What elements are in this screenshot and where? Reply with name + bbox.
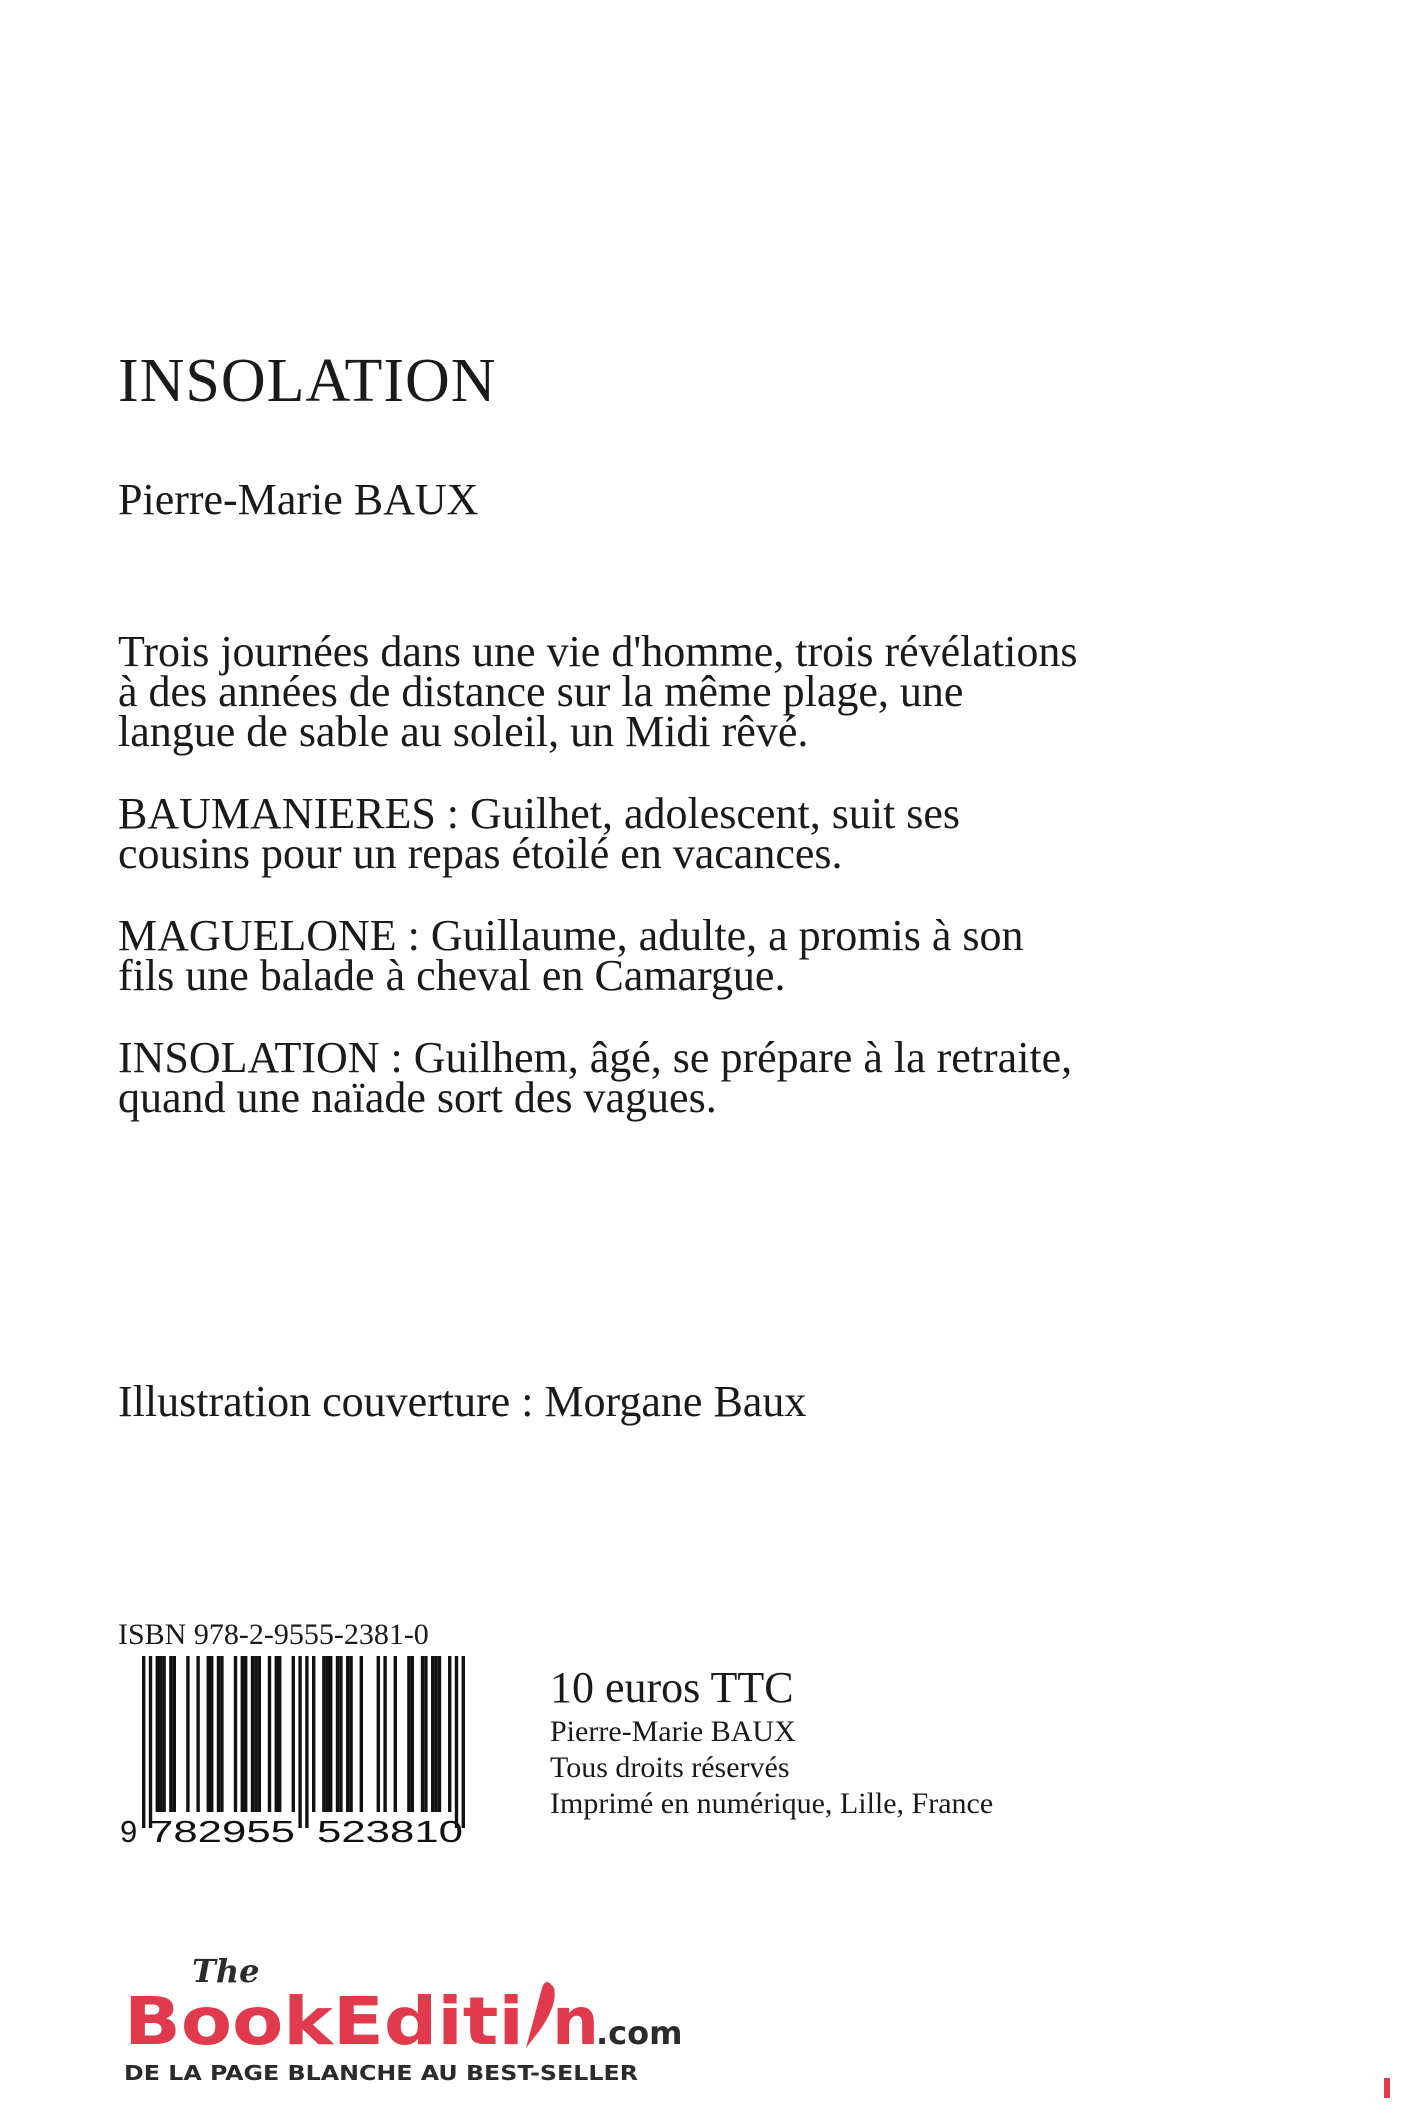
barcode-bar	[336, 1656, 339, 1812]
logo-n: n	[552, 1983, 599, 2060]
synopsis	[118, 627, 1078, 1160]
barcode-bar	[424, 1656, 427, 1812]
synopsis-baumanieres: BAUMANIERES : Guilhet, adolescent, suit ses cousins pour un repas étoilé en vacances.	[118, 789, 961, 878]
edge-color-mark	[1384, 2078, 1390, 2098]
barcode-right-digits: 523810	[317, 1814, 463, 1846]
print-location: Imprimé en numérique, Lille, France	[550, 1787, 994, 1820]
barcode-bar	[312, 1656, 315, 1812]
publisher-name: Pierre-Marie BAUX	[550, 1715, 796, 1748]
barcode-bar	[159, 1656, 162, 1812]
book-title: INSOLATION	[118, 347, 497, 415]
barcode-bar	[142, 1656, 145, 1828]
quill-feather-icon	[526, 1982, 555, 2048]
barcode-bar	[244, 1656, 247, 1812]
barcode-bar	[169, 1656, 172, 1812]
barcode-bar	[268, 1656, 271, 1812]
barcode-bar	[258, 1656, 261, 1812]
barcode-bars	[142, 1656, 465, 1828]
barcode-bar	[434, 1656, 437, 1812]
synopsis-intro: Trois journées dans une vie d'homme, trois révélations à des années de distance sur la même plage, une langue de sable au soleil, un Midi rêvé.	[118, 627, 1078, 756]
synopsis-insolation: INSOLATION : Guilhem, âgé, se prépare à la retraite, quand une naïade sort des vagues.	[118, 1033, 1073, 1122]
barcode-bar	[407, 1656, 410, 1812]
logo-dotcom: .com	[596, 2014, 683, 2052]
barcode-bar	[196, 1656, 199, 1812]
barcode-bar	[251, 1656, 254, 1812]
barcode-bar	[339, 1656, 342, 1812]
barcode-bar	[431, 1656, 434, 1812]
barcode-bar	[448, 1656, 451, 1812]
barcode-bar	[462, 1656, 465, 1828]
barcode-bar	[438, 1656, 441, 1812]
barcode-bar	[394, 1656, 397, 1812]
rights-notice: Tous droits réservés	[550, 1751, 790, 1784]
barcode-bar	[349, 1656, 352, 1812]
barcode-bar	[278, 1656, 281, 1812]
barcode-bar	[234, 1656, 237, 1812]
logo-the: The	[192, 1952, 260, 1990]
barcode-bar	[455, 1656, 458, 1828]
synopsis-maguelone: MAGUELONE : Guillaume, adulte, a promis à son fils une balade à cheval en Camargue.	[118, 911, 1024, 1000]
barcode-bar	[305, 1656, 308, 1828]
price-block	[550, 1663, 994, 1822]
logo-tagline: DE LA PAGE BLANCHE AU BEST-SELLER	[124, 2061, 638, 2084]
barcode-bar	[186, 1656, 189, 1812]
isbn-barcode	[118, 1656, 482, 1846]
barcode-bar	[149, 1656, 152, 1828]
barcode-bar	[298, 1656, 301, 1828]
barcode-bar	[411, 1656, 414, 1812]
barcode-bar	[254, 1656, 257, 1812]
barcode-bar	[322, 1656, 325, 1812]
barcode-left-digits: 782955	[149, 1814, 295, 1846]
barcode-bar	[292, 1656, 295, 1812]
barcode-lead-digit: 9	[120, 1814, 138, 1846]
barcode-bar	[156, 1656, 159, 1812]
barcode-bar	[421, 1656, 424, 1812]
illustration-credit: Illustration couverture : Morgane Baux	[118, 1377, 807, 1426]
barcode-bar	[275, 1656, 278, 1812]
barcode-bar	[346, 1656, 349, 1812]
barcode-bar	[210, 1656, 213, 1812]
barcode-bar	[377, 1656, 380, 1812]
isbn-label: ISBN 978-2-9555-2381-0	[118, 1618, 429, 1651]
author-name: Pierre-Marie BAUX	[118, 475, 479, 524]
barcode-bar	[360, 1656, 363, 1812]
barcode-bar	[207, 1656, 210, 1812]
barcode-bar	[162, 1656, 165, 1812]
logo-book-edition: BookEditi	[124, 1983, 524, 2060]
bookedition-logo	[122, 1944, 742, 2084]
barcode-bar	[217, 1656, 220, 1812]
price: 10 euros TTC	[550, 1663, 794, 1712]
barcode-bar	[326, 1656, 329, 1812]
barcode-bar	[383, 1656, 386, 1812]
barcode-bar	[220, 1656, 223, 1812]
barcode-bar	[241, 1656, 244, 1812]
barcode-bar	[173, 1656, 176, 1812]
barcode-bar	[329, 1656, 332, 1812]
